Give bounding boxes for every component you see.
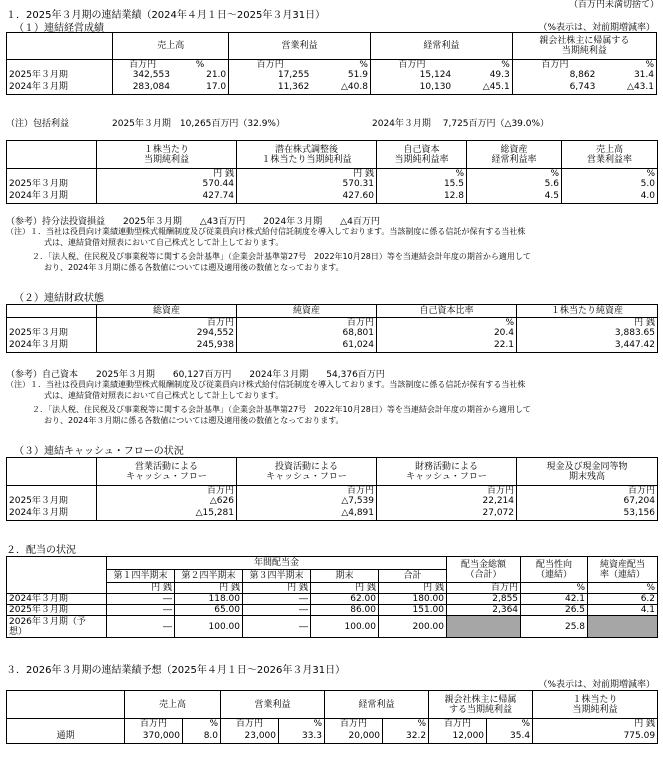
- cell: 4.0: [562, 189, 658, 203]
- unit: 円 銭: [311, 583, 379, 594]
- unit: 百万円: [237, 318, 377, 329]
- row-label: 2025年３月期: [7, 328, 97, 338]
- cell: 427.74: [97, 189, 237, 203]
- cell: 200.00: [379, 616, 447, 638]
- cell: 118.00: [175, 594, 243, 605]
- header: 期末: [311, 570, 379, 583]
- unit: %: [487, 719, 533, 730]
- cell: 20.4: [377, 328, 517, 338]
- header: 総資産 経常利益率: [467, 141, 562, 169]
- unit: %: [467, 169, 562, 180]
- cell: 17,255: [229, 70, 312, 80]
- cell: 12.8: [377, 189, 467, 203]
- row-label: 通期: [7, 729, 125, 743]
- header: 配当性向 （連結）: [521, 557, 588, 583]
- header: 営業利益: [229, 33, 371, 60]
- cell: 427.60: [237, 189, 377, 203]
- row-label: 2025年３月期: [7, 179, 97, 189]
- cell: 67,204: [517, 496, 658, 506]
- financial-position-table: [6, 304, 658, 353]
- cell: △15,281: [97, 506, 237, 520]
- row-label: 2026年３月期（予 想）: [7, 616, 107, 638]
- cell: 31.4: [597, 70, 656, 80]
- note-2: ２．「法人税、住民税及び事業税等に関する会計基準」（企業会計基準第27号 2022年10月28日）等を当連結会計年度の期首から適用して: [32, 252, 531, 261]
- cell: △45.1: [453, 80, 512, 94]
- header: 投資活動による キャッシュ・フロー: [237, 458, 377, 486]
- comprehensive-income-label: （注）包括利益: [6, 119, 70, 129]
- unit: 円 銭: [97, 169, 237, 180]
- header: 経常利益: [325, 691, 429, 719]
- unit: 百万円: [325, 719, 383, 730]
- unit: %: [521, 583, 588, 594]
- unit: 百万円: [221, 719, 279, 730]
- unit: 円 銭: [107, 583, 175, 594]
- unit: %: [453, 60, 512, 71]
- cell: 2,364: [447, 605, 521, 616]
- cell: 49.3: [453, 70, 512, 80]
- equity-method-note: （参考）持分法投資損益 2025年３月期 △43百万円 2024年３月期 △4百万円: [6, 217, 380, 227]
- header: 売上高 営業利益率: [562, 141, 658, 169]
- subsection-title: （１）連結経営成績: [14, 23, 104, 34]
- header: １株当たり純資産: [517, 305, 658, 318]
- cell: 17.0: [172, 80, 229, 94]
- note-1: （注）１．当社は役員向け業績連動型株式報酬制度及び従業員向け株式給付信託制度を導入しております。当該制度に係る信託が保有する当社株: [6, 227, 526, 236]
- unit: %: [311, 60, 370, 71]
- cell: 100.00: [311, 616, 379, 638]
- header: 総資産: [97, 305, 237, 318]
- cell: 2,855: [447, 594, 521, 605]
- header: 売上高: [113, 33, 229, 60]
- cell-empty: [588, 616, 658, 638]
- cell: 6,743: [512, 80, 597, 94]
- pct-note: （%表示は、対前期増減率）: [538, 23, 655, 33]
- header: 親会社株主に帰属する 当期純利益: [512, 33, 656, 60]
- note-1-cont: 式は、連結貸借対照表において自己株式として計上しております。: [44, 238, 284, 247]
- unit: 円 銭: [517, 318, 658, 329]
- header: 現金及び現金同等物 期末残高: [517, 458, 658, 486]
- cell: 294,552: [97, 328, 237, 338]
- cell: 22,214: [377, 496, 517, 506]
- cell: 51.9: [311, 70, 370, 80]
- cell: 26.5: [521, 605, 588, 616]
- annual-dividend-header: 年間配当金: [107, 557, 447, 570]
- header: 親会社株主に帰属 する当期純利益: [429, 691, 533, 719]
- cell: 62.00: [311, 594, 379, 605]
- pct-note: （%表示は、対前期増減率）: [538, 680, 655, 690]
- unit: 百万円: [113, 60, 172, 71]
- cell: 27,072: [377, 506, 517, 520]
- cell: ―: [243, 616, 311, 638]
- cell: 370,000: [125, 729, 183, 743]
- cell: 15,124: [370, 70, 453, 80]
- unit: 円 銭: [175, 583, 243, 594]
- cell: 570.44: [97, 179, 237, 189]
- header: 自己資本 当期純利益率: [377, 141, 467, 169]
- cell: ―: [243, 605, 311, 616]
- header: 経常利益: [370, 33, 512, 60]
- cell: 4.5: [467, 189, 562, 203]
- row-label: 2025年３月期: [7, 496, 97, 506]
- cell: 22.1: [377, 338, 517, 352]
- cell: 25.8: [521, 616, 588, 638]
- unit: %: [377, 318, 517, 329]
- cell: 3,447.42: [517, 338, 658, 352]
- header: 第２四半期末: [175, 570, 243, 583]
- header: 自己資本比率: [377, 305, 517, 318]
- header: 純資産: [237, 305, 377, 318]
- subsection-title: （２）連結財政状態: [14, 293, 104, 304]
- cell: △4,891: [237, 506, 377, 520]
- unit: %: [383, 719, 429, 730]
- header: 財務活動による キャッシュ・フロー: [377, 458, 517, 486]
- unit: 百万円: [517, 486, 658, 497]
- note-1: （注）１．当社は役員向け業績連動型株式報酬制度及び従業員向け株式給付信託制度を導入しております。当該制度に係る信託が保有する当社株: [6, 380, 526, 389]
- note-1-cont: 式は、連結貸借対照表において自己株式として計上しております。: [44, 391, 284, 400]
- header: 純資産配当 率（連結）: [588, 557, 658, 583]
- dividends-table: [6, 556, 658, 638]
- cash-flow-table: [6, 457, 658, 521]
- row-label: 2025年３月期: [7, 605, 107, 616]
- row-label: 2025年３月期: [7, 70, 113, 80]
- row-label: 2024年３月期: [7, 338, 97, 352]
- section-title: ２．配当の状況: [6, 545, 76, 556]
- cell: 32.2: [383, 729, 429, 743]
- cell: 33.3: [279, 729, 325, 743]
- row-label: 2024年３月期: [7, 594, 107, 605]
- forecast-table: [6, 690, 658, 744]
- unit: 百万円: [97, 486, 237, 497]
- cell: 23,000: [221, 729, 279, 743]
- cell: △43.1: [597, 80, 656, 94]
- cell: ―: [243, 594, 311, 605]
- unit: 円 銭: [243, 583, 311, 594]
- cell: 342,553: [113, 70, 172, 80]
- header: 営業利益: [221, 691, 325, 719]
- note-2: ２．「法人税、住民税及び事業税等に関する会計基準」（企業会計基準第27号 2022年10月28日）等を当連結会計年度の期首から適用して: [32, 405, 531, 414]
- cell: 8.0: [183, 729, 221, 743]
- cell: 11,362: [229, 80, 312, 94]
- cell: 10,130: [370, 80, 453, 94]
- unit: 百万円: [237, 486, 377, 497]
- cell: 245,938: [97, 338, 237, 352]
- cell: 4.1: [588, 605, 658, 616]
- unit: 百万円: [377, 486, 517, 497]
- header: 合計: [379, 570, 447, 583]
- per-share-table: [6, 140, 658, 204]
- cell: 21.0: [172, 70, 229, 80]
- cell: 3,883.65: [517, 328, 658, 338]
- unit: %: [597, 60, 656, 71]
- unit: %: [172, 60, 229, 71]
- cell: 42.1: [521, 594, 588, 605]
- unit: 百万円: [229, 60, 312, 71]
- unit: 百万円: [97, 318, 237, 329]
- cell: 6.2: [588, 594, 658, 605]
- unit: 百万円: [512, 60, 597, 71]
- section-title: １．2025年３月期の連結業績（2024年４月１日～2025年３月31日）: [6, 10, 326, 21]
- section-title: ３．2026年３月期の連結業績予想（2025年４月１日～2026年３月31日）: [6, 665, 346, 676]
- comprehensive-income-2025: 2025年３月期 10,265百万円（32.9%）: [112, 119, 285, 129]
- cell: 8,862: [512, 70, 597, 80]
- cell: ―: [107, 605, 175, 616]
- unit-note: （百万円未満切捨て）: [568, 0, 659, 10]
- cell: 35.4: [487, 729, 533, 743]
- cell: ―: [107, 616, 175, 638]
- header: １株当たり 当期純利益: [97, 141, 237, 169]
- unit: %: [377, 169, 467, 180]
- comprehensive-income-2024: 2024年３月期 7,725百万円（△39.0%）: [372, 119, 550, 129]
- cell-empty: [447, 616, 521, 638]
- cell: 283,084: [113, 80, 172, 94]
- cell: 12,000: [429, 729, 487, 743]
- unit: %: [279, 719, 325, 730]
- row-label: 2024年３月期: [7, 506, 97, 520]
- unit: %: [588, 583, 658, 594]
- cell: 68,801: [237, 328, 377, 338]
- header: 配当金総額 （合計）: [447, 557, 521, 583]
- header: 第１四半期末: [107, 570, 175, 583]
- cell: △7,539: [237, 496, 377, 506]
- cell: 775.09: [533, 729, 658, 743]
- operating-results-table: [6, 32, 657, 95]
- cell: 180.00: [379, 594, 447, 605]
- cell: △40.8: [311, 80, 370, 94]
- header: 営業活動による キャッシュ・フロー: [97, 458, 237, 486]
- header: 第３四半期末: [243, 570, 311, 583]
- row-label: 2024年３月期: [7, 189, 97, 203]
- cell: 53,156: [517, 506, 658, 520]
- cell: 86.00: [311, 605, 379, 616]
- cell: 5.0: [562, 179, 658, 189]
- unit: %: [183, 719, 221, 730]
- unit: 円 銭: [379, 583, 447, 594]
- cell: 61,024: [237, 338, 377, 352]
- unit: 円 銭: [237, 169, 377, 180]
- cell: △626: [97, 496, 237, 506]
- cell: 65.00: [175, 605, 243, 616]
- unit: 百万円: [125, 719, 183, 730]
- unit: 百万円: [429, 719, 487, 730]
- header: 売上高: [125, 691, 221, 719]
- unit: %: [562, 169, 658, 180]
- cell: 100.00: [175, 616, 243, 638]
- subsection-title: （３）連結キャッシュ・フローの状況: [14, 446, 184, 457]
- header: 潜在株式調整後 １株当たり当期純利益: [237, 141, 377, 169]
- equity-note: （参考）自己資本 2025年３月期 60,127百万円 2024年３月期 54,376百万円: [6, 370, 385, 380]
- cell: 570.31: [237, 179, 377, 189]
- cell: 5.6: [467, 179, 562, 189]
- row-label: 2024年３月期: [7, 80, 113, 94]
- note-2-cont: おり、2024年３月期に係る各数値については遡及適用後の数値となっております。: [44, 416, 344, 425]
- cell: 151.00: [379, 605, 447, 616]
- cell: 20,000: [325, 729, 383, 743]
- cell: ―: [107, 594, 175, 605]
- note-2-cont: おり、2024年３月期に係る各数値については遡及適用後の数値となっております。: [44, 263, 344, 272]
- unit: 百万円: [447, 583, 521, 594]
- unit: 百万円: [370, 60, 453, 71]
- header: １株当たり 当期純利益: [533, 691, 658, 719]
- unit: 円 銭: [533, 719, 658, 730]
- cell: 15.5: [377, 179, 467, 189]
